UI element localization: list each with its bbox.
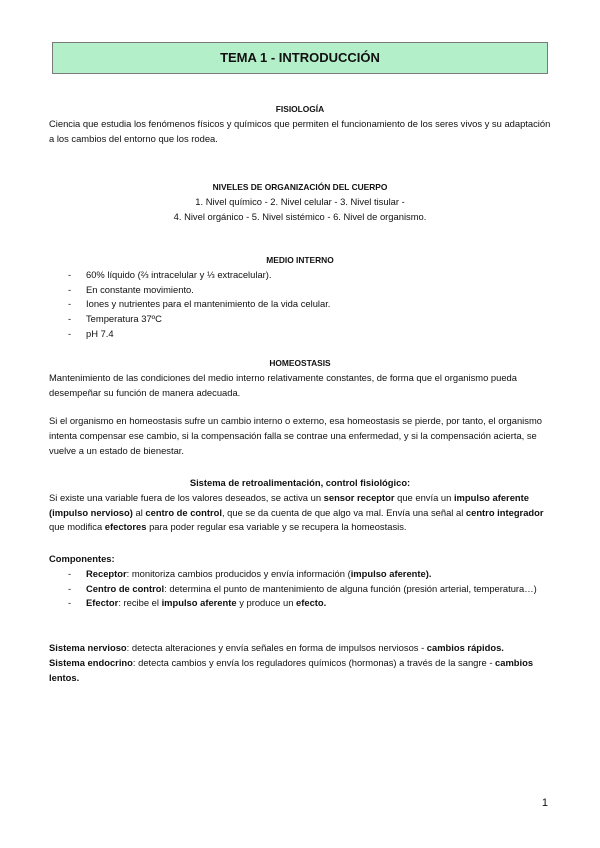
homeostasis-paragraph-1: Mantenimiento de las condiciones del medio interno relativamente constantes, de forma que el organismo pueda desempeñar su función de manera adecuada.	[49, 371, 517, 398]
homeostasis-heading: HOMEOSTASIS	[269, 358, 331, 368]
list-item: - En constante movimiento.	[49, 283, 551, 298]
title-box	[52, 42, 548, 74]
sistema-paragraph: Si existe una variable fuera de los valores deseados, se activa un sensor receptor que envía un impulso aferente (impulso nervioso) al centro de control, que se da cuenta de que algo va mal. Envía una señal al centro integrador que modifica efectores para poder regular esa variable y se recupera la homeostasis.	[49, 491, 544, 533]
medio-interno-list	[49, 268, 551, 342]
list-item: - pH 7.4	[49, 327, 551, 342]
componentes-section	[49, 552, 551, 611]
medio-interno-heading: MEDIO INTERNO	[266, 255, 334, 265]
list-item: - 60% líquido (⅔ intracelular y ⅓ extracelular).	[49, 268, 551, 283]
list-item-efector: - Efector: recibe el impulso aferente y produce un efecto.	[49, 596, 551, 611]
niveles-line-1: 1. Nivel químico - 2. Nivel celular - 3. Nivel tisular -	[195, 195, 405, 207]
sistemas-section	[49, 641, 551, 685]
componentes-list	[49, 567, 551, 611]
niveles-section	[49, 180, 551, 224]
sistema-section	[49, 476, 551, 535]
sistema-endocrino-text: Sistema endocrino: detecta cambios y envía los reguladores químicos (hormonas) a través de la sangre - cambios lentos.	[49, 656, 534, 683]
fisiologia-text: Ciencia que estudia los fenómenos físicos y químicos que permiten el funcionamiento de los seres vivos y su adaptación a los cambios del entorno que los rodea.	[49, 117, 551, 144]
sistema-nervioso-text: Sistema nervioso: detecta alteraciones y envía señales en forma de impulsos nerviosos - cambios rápidos.	[49, 642, 504, 653]
sistema-heading: Sistema de retroalimentación, control fisiológico:	[189, 477, 411, 488]
niveles-heading: NIVELES DE ORGANIZACIÓN DEL CUERPO	[212, 182, 388, 192]
homeostasis-paragraph-2: Si el organismo en homeostasis sufre un cambio interno o externo, esa homeostasis se pierde, por tanto, el organismo intenta compensar ese cambio, si la compensación falla se contrae una enfermedad, y si la compensación acierta, se vuelve a un estado de bienestar.	[49, 415, 542, 456]
page-title: TEMA 1 - INTRODUCCIÓN	[220, 49, 380, 65]
fisiologia-section	[49, 102, 551, 146]
homeostasis-section	[49, 356, 551, 459]
fisiologia-heading: FISIOLOGÍA	[275, 104, 325, 114]
list-item: - Iones y nutrientes para el mantenimiento de la vida celular.	[49, 297, 551, 312]
list-item-receptor: - Receptor: monitoriza cambios producidos y envía información (impulso aferente).	[49, 567, 551, 582]
medio-interno-section	[49, 253, 551, 342]
page-number: 1	[541, 797, 548, 809]
niveles-line-2: 4. Nivel orgánico - 5. Nivel sistémico - 6. Nivel de organismo.	[173, 210, 427, 222]
list-item: - Temperatura 37ºC	[49, 312, 551, 327]
list-item-centro-control: - Centro de control: determina el punto de mantenimiento de alguna función (presión arterial, temperatura…)	[49, 582, 551, 597]
componentes-heading: Componentes:	[49, 553, 115, 564]
